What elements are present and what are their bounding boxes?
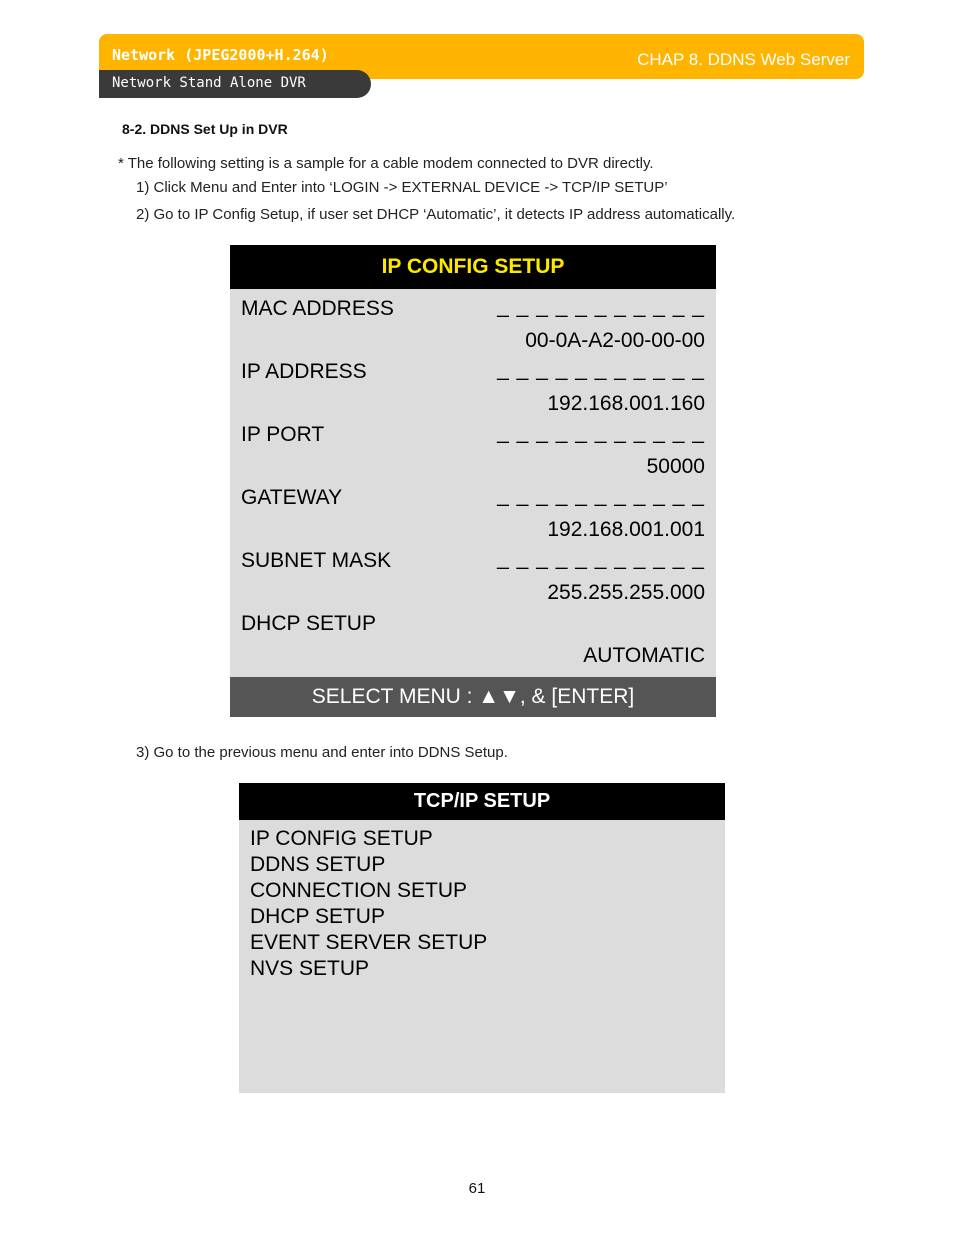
- config-value: 50000: [646, 455, 705, 478]
- tcpip-menu-list: [250, 826, 725, 982]
- note-text: * The following setting is a sample for a cable modem connected to DVR directly.: [118, 155, 654, 172]
- config-row[interactable]: [230, 541, 716, 604]
- config-row[interactable]: [230, 415, 716, 478]
- step-1-text: 1) Click Menu and Enter into ‘LOGIN -> EXTERNAL DEVICE -> TCP/IP SETUP’: [136, 179, 668, 196]
- ip-config-screen: [230, 245, 716, 717]
- config-label: DHCP SETUP: [241, 612, 376, 635]
- config-dash-line: _ _ _ _ _ _ _ _ _ _ _: [497, 295, 705, 318]
- config-row[interactable]: [230, 289, 716, 352]
- menu-item[interactable]: IP CONFIG SETUP: [250, 827, 433, 850]
- menu-item[interactable]: CONNECTION SETUP: [250, 879, 468, 902]
- config-value: AUTOMATIC: [583, 644, 705, 667]
- config-dash-line: _ _ _ _ _ _ _ _ _ _ _: [497, 358, 705, 381]
- step-3-text: 3) Go to the previous menu and enter into DDNS Setup.: [136, 744, 508, 761]
- config-dash-line: _ _ _ _ _ _ _ _ _ _ _: [497, 484, 705, 507]
- config-row[interactable]: [230, 604, 716, 667]
- config-value: 192.168.001.001: [547, 518, 705, 541]
- config-value: 255.255.255.000: [547, 581, 705, 604]
- config-dash-line: _ _ _ _ _ _ _ _ _ _ _: [497, 547, 705, 570]
- config-label: IP PORT: [241, 423, 325, 446]
- config-label: MAC ADDRESS: [241, 297, 394, 320]
- config-value: 00-0A-A2-00-00-00: [525, 329, 705, 352]
- config-value: 192.168.001.160: [547, 392, 705, 415]
- chapter-title: CHAP 8. DDNS Web Server: [637, 50, 850, 69]
- config-label: GATEWAY: [241, 486, 343, 509]
- header-title: Network (JPEG2000+H.264): [112, 46, 329, 64]
- menu-item[interactable]: NVS SETUP: [250, 957, 370, 980]
- header-subtitle: Network Stand Alone DVR: [112, 75, 306, 91]
- tcpip-setup-title: TCP/IP SETUP: [239, 783, 725, 820]
- step-2-text: 2) Go to IP Config Setup, if user set DHCP ‘Automatic’, it detects IP address automatically.: [136, 206, 736, 223]
- config-dash-line: _ _ _ _ _ _ _ _ _ _ _: [497, 421, 705, 444]
- tcpip-setup-screen: [239, 783, 725, 1093]
- menu-item[interactable]: EVENT SERVER SETUP: [250, 931, 488, 954]
- menu-item[interactable]: DHCP SETUP: [250, 905, 385, 928]
- menu-item[interactable]: DDNS SETUP: [250, 853, 386, 876]
- ip-config-title: IP CONFIG SETUP: [230, 245, 716, 289]
- section-title: 8-2. DDNS Set Up in DVR: [122, 121, 288, 137]
- config-label: SUBNET MASK: [241, 549, 392, 572]
- page-number: 61: [468, 1180, 486, 1197]
- select-menu-footer: SELECT MENU : ▲▼, & [ENTER]: [230, 677, 716, 717]
- config-row[interactable]: [230, 352, 716, 415]
- config-label: IP ADDRESS: [241, 360, 367, 383]
- config-row[interactable]: [230, 478, 716, 541]
